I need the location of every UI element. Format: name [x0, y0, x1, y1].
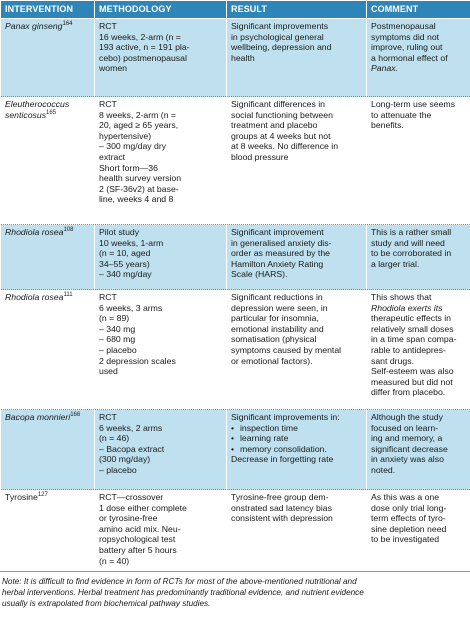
result-line: or emotional factors).: [231, 355, 313, 366]
comment-line: study and will need: [371, 237, 445, 248]
comment-line: in anxiety was also: [371, 454, 444, 465]
intervention-name: Bacopa monnieri: [5, 412, 71, 422]
comment-line: sine depletion need: [371, 523, 447, 534]
table-row: [1, 19, 470, 97]
table-row: [1, 225, 470, 290]
comment-line: As this was a one: [371, 492, 440, 502]
reference-number: 108: [63, 227, 74, 234]
result-bullet: • inspection time: [231, 423, 362, 434]
result-line: treatment and placebo: [231, 120, 318, 131]
reference-number: 166: [70, 412, 81, 419]
comment-line: improve, ruling out: [371, 42, 443, 53]
result-cell: [227, 410, 367, 490]
footnote-line: herbal interventions. Herbal treatment has predominantly traditional evidence, and nutrient evidence: [2, 587, 364, 597]
methodology-line: (n = 46): [99, 433, 130, 444]
result-line: at 8 weeks. No difference in: [231, 141, 339, 152]
methodology-cell: [95, 290, 227, 410]
comment-cell: [367, 19, 470, 97]
result-cell: [227, 290, 367, 410]
methodology-line: – 340 mg/day: [99, 269, 152, 280]
comment-line: rable to antidepres-: [371, 344, 446, 355]
comment-line: benefits.: [371, 120, 404, 131]
header-result: RESULT: [227, 1, 367, 19]
result-line: symptoms caused by mental: [231, 344, 342, 355]
result-bullet: • learning rate: [231, 433, 362, 444]
methodology-line: RCT: [99, 99, 117, 109]
intervention-name: Panax ginseng: [5, 21, 63, 31]
header-row: [1, 1, 470, 19]
methodology-line: (300 mg/day): [99, 454, 151, 465]
methodology-line: ropsychological test: [99, 534, 176, 545]
header-methodology: METHODOLOGY: [95, 1, 227, 19]
methodology-line: – 340 mg: [99, 323, 136, 334]
result-line: somatisation (physical: [231, 334, 317, 345]
methodology-line: Short form—36: [99, 162, 158, 173]
methodology-line: RCT: [99, 412, 117, 422]
result-cell: [227, 97, 367, 225]
methodology-line: 16 weeks, 2-arm (n =: [99, 31, 181, 42]
methodology-line: 1 dose either complete: [99, 502, 187, 513]
result-line: onstrated sad latency bias: [231, 502, 332, 513]
methodology-cell: [95, 410, 227, 490]
comment-line: dose only trial long-: [371, 502, 447, 513]
result-line: depression were seen, in: [231, 302, 328, 313]
methodology-line: health survey version: [99, 173, 182, 184]
methodology-line: 10 weeks, 1-arm: [99, 237, 164, 248]
methodology-line: RCT: [99, 21, 117, 31]
result-line: groups at 4 weeks but not: [231, 130, 331, 141]
comment-cell: [367, 290, 470, 410]
methodology-line: battery after 5 hours: [99, 544, 177, 555]
comment-line: to attenuate the: [371, 109, 432, 120]
comment-line: a larger trial.: [371, 258, 420, 269]
comment-line: in a time span compa-: [371, 334, 457, 345]
footnote-line: Note: It is difficult to find evidence in form of RCTs for most of the above-mentioned nutritional and: [2, 577, 357, 586]
methodology-line: 34–55 years): [99, 258, 150, 269]
result-cell: [227, 19, 367, 97]
intervention-name: Rhodiola rosea: [5, 292, 64, 302]
methodology-cell: [95, 225, 227, 290]
reference-number: 164: [62, 21, 73, 28]
methodology-cell: [95, 490, 227, 572]
comment-line: to be corroborated in: [371, 248, 452, 259]
comment-line: Long-term use seems: [371, 99, 456, 109]
comment-line: differ from placebo.: [371, 387, 446, 398]
comment-line: Panax.: [371, 63, 399, 74]
methodology-line: cebo) postmenopausal: [99, 52, 187, 63]
methodology-line: 193 active, n = 191 pla-: [99, 42, 190, 53]
result-cell: [227, 490, 367, 572]
comment-line: symptoms did not: [371, 31, 440, 42]
reference-number: 165: [46, 109, 57, 116]
comment-cell: [367, 97, 470, 225]
methodology-line: women: [99, 63, 128, 74]
comment-line: a hormonal effect of: [371, 52, 448, 63]
comment-cell: [367, 410, 470, 490]
result-bullet: • memory consolidation.: [231, 444, 362, 455]
result-line: Significant improvements: [231, 21, 329, 31]
methodology-line: hypertensive): [99, 130, 152, 141]
header-comment: COMMENT: [367, 1, 470, 19]
table-row: [1, 490, 470, 572]
methodology-line: 6 weeks, 2 arms: [99, 422, 163, 433]
result-line: in generalised anxiety dis-: [231, 237, 332, 248]
result-line: in psychological general: [231, 31, 324, 42]
methodology-line: line, weeks 4 and 8: [99, 194, 174, 205]
result-line: Significant improvement: [231, 227, 324, 237]
methodology-line: 2 (SF-36v2) at base-: [99, 183, 179, 194]
methodology-line: – Bacopa extract: [99, 443, 165, 454]
comment-line: sant drugs.: [371, 355, 414, 366]
intervention-cell: [1, 410, 95, 490]
footnote-line: usually is extrapolated from biochemical pathway studies.: [2, 598, 211, 608]
methodology-line: – placebo: [99, 464, 137, 475]
intervention-name: Eleutherococcus: [5, 99, 70, 109]
result-line: wellbeing, depression and: [231, 42, 332, 53]
table-footnote: [2, 577, 468, 609]
table-row: [1, 410, 470, 490]
result-line: Significant differences in: [231, 99, 326, 109]
intervention-cell: [1, 19, 95, 97]
result-line: Significant improvements in:: [231, 412, 340, 422]
comment-line: focused on learn-: [371, 422, 439, 433]
methodology-line: (n = 10, aged: [99, 248, 151, 259]
methodology-line: (n = 89): [99, 313, 130, 324]
methodology-line: – 300 mg/day dry: [99, 141, 167, 152]
intervention-cell: [1, 225, 95, 290]
methodology-line: amino acid mix. Neu-: [99, 523, 181, 534]
methodology-line: 8 weeks, 2-arm (n =: [99, 109, 177, 120]
comment-cell: [367, 490, 470, 572]
result-line: social functioning between: [231, 109, 333, 120]
result-cell: [227, 225, 367, 290]
comment-cell: [367, 225, 470, 290]
result-line: emotional instability and: [231, 323, 324, 334]
comment-line: therapeutic effects in: [371, 313, 452, 324]
comment-line: This shows that: [371, 292, 432, 302]
table-row: [1, 290, 470, 410]
methodology-line: – 680 mg: [99, 334, 136, 345]
result-line: Scale (HARS).: [231, 269, 288, 280]
result-line: particular for insomnia,: [231, 313, 319, 324]
result-line: Decrease in forgetting rate: [231, 454, 334, 465]
methodology-cell: [95, 19, 227, 97]
intervention-name: Tyrosine: [5, 492, 38, 502]
comment-line: measured but did not: [371, 376, 453, 387]
methodology-line: 6 weeks, 3 arms: [99, 302, 163, 313]
intervention-cell: [1, 97, 95, 225]
methodology-cell: [95, 97, 227, 225]
note-divider: [0, 571, 470, 572]
comment-line: to be investigated: [371, 534, 440, 545]
result-line: health: [231, 52, 255, 63]
comment-line: Rhodiola exerts its: [371, 302, 443, 313]
comment-line: Although the study: [371, 412, 443, 422]
comment-line: significant decrease: [371, 443, 448, 454]
intervention-cell: [1, 490, 95, 572]
methodology-line: (n = 40): [99, 555, 130, 566]
comment-line: relatively small doses: [371, 323, 454, 334]
comment-line: term effects of tyro-: [371, 513, 446, 524]
methodology-line: extract: [99, 151, 126, 162]
comment-line: This is a rather small: [371, 227, 452, 237]
result-line: order as measured by the: [231, 248, 330, 259]
intervention-name: Rhodiola rosea: [5, 227, 64, 237]
comment-line: noted.: [371, 464, 396, 475]
methodology-line: Pilot study: [99, 227, 140, 237]
methodology-line: used: [99, 366, 118, 377]
reference-number: 127: [37, 492, 48, 499]
intervention-name: senticosus: [5, 109, 47, 120]
reference-number: 111: [63, 292, 73, 299]
comment-line: Postmenopausal: [371, 21, 436, 31]
header-intervention: INTERVENTION: [1, 1, 95, 19]
result-line: Hamilton Anxiety Rating: [231, 258, 324, 269]
comment-line: Self-esteem was also: [371, 366, 454, 377]
methodology-line: or tyrosine-free: [99, 513, 158, 524]
methodology-line: 2 depression scales: [99, 355, 176, 366]
result-line: blood pressure: [231, 151, 289, 162]
result-line: Significant reductions in: [231, 292, 323, 302]
methodology-line: 20, aged ≥ 65 years,: [99, 120, 179, 131]
methodology-line: RCT—crossover: [99, 492, 164, 502]
result-line: Tyrosine-free group dem-: [231, 492, 329, 502]
methodology-line: – placebo: [99, 344, 137, 355]
methodology-line: RCT: [99, 292, 117, 302]
intervention-cell: [1, 290, 95, 410]
table-row: [1, 97, 470, 225]
result-line: consistent with depression: [231, 513, 333, 524]
comment-line: ing and memory, a: [371, 433, 443, 444]
